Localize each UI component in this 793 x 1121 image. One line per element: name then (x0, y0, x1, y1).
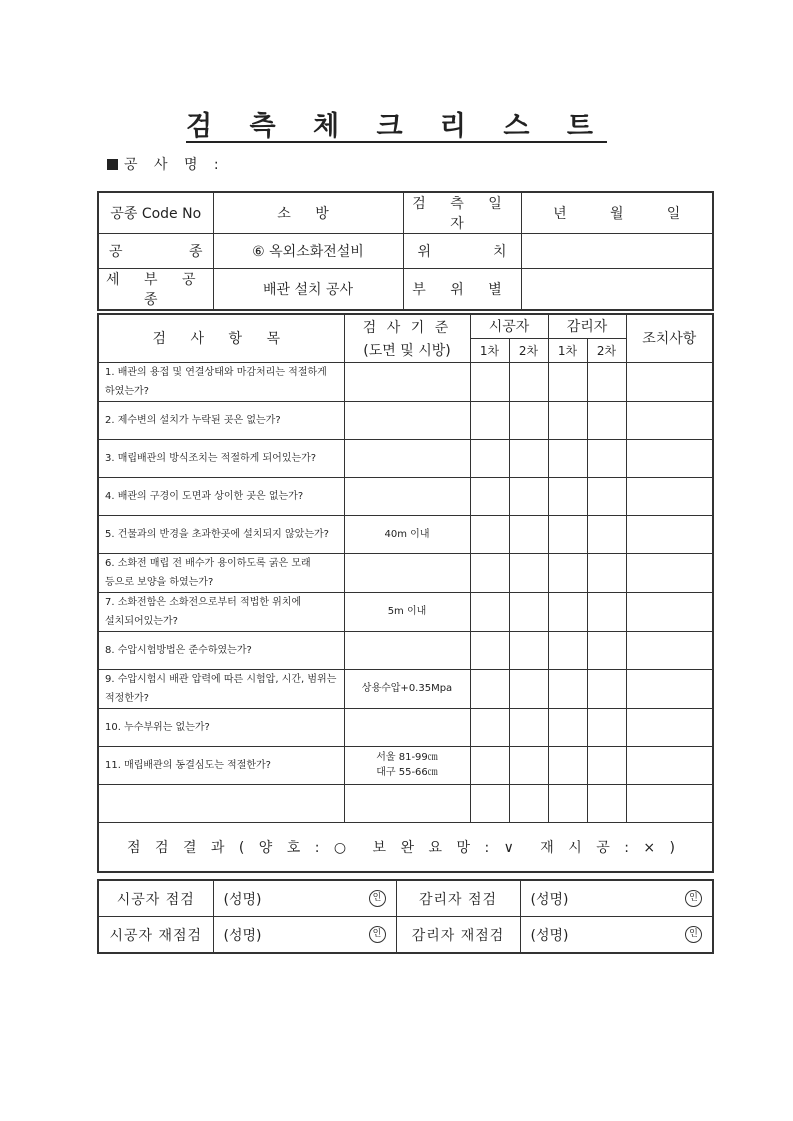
checklist-body (98, 362, 713, 822)
check-standard (344, 362, 470, 401)
contractor-1st-cell[interactable] (470, 592, 509, 631)
contractor-1st-cell[interactable] (470, 515, 509, 553)
action-cell[interactable] (626, 401, 713, 439)
action-cell[interactable] (626, 631, 713, 669)
supervisor-1st-cell[interactable] (548, 401, 587, 439)
signature-row (98, 917, 713, 954)
page-title: 검 측 체 크 리 스 트 (186, 111, 607, 142)
contractor-check-sign-field[interactable] (213, 880, 396, 917)
contractor-1st-cell[interactable] (470, 362, 509, 401)
square-bullet-icon (107, 159, 118, 170)
contractor-1st-cell[interactable] (470, 401, 509, 439)
supervisor-1st-cell[interactable] (548, 553, 587, 592)
checklist-row (98, 439, 713, 477)
info-key: 검 측 일 자 (403, 192, 521, 234)
info-value: 배관 설치 공사 (213, 269, 403, 311)
name-label: (성명) (530, 927, 569, 944)
contractor-1st-cell[interactable] (470, 708, 509, 746)
contractor-1st-cell[interactable] (470, 784, 509, 822)
supervisor-1st-cell[interactable] (548, 592, 587, 631)
std-column-subheader: (도면 및 시방) (344, 338, 470, 362)
info-row (98, 234, 713, 269)
supervisor-2nd-cell[interactable] (587, 669, 626, 708)
result-repair-label: 보 완 요 망 : ∨ (372, 839, 519, 856)
supervisor-2nd-cell[interactable] (587, 631, 626, 669)
check-item-text: 4. 배관의 구경이 도면과 상이한 곳은 없는가? (98, 477, 344, 515)
contractor-recheck-sign-field[interactable] (213, 917, 396, 954)
seal-icon: 인 (685, 890, 702, 907)
supervisor-check-sign-field[interactable] (520, 880, 713, 917)
contractor-1st-cell[interactable] (470, 669, 509, 708)
check-standard (344, 439, 470, 477)
info-key: 공종 Code No (98, 192, 213, 234)
action-cell[interactable] (626, 477, 713, 515)
checklist-row (98, 592, 713, 631)
supervisor-second-header: 2차 (587, 338, 626, 362)
contractor-2nd-cell[interactable] (509, 401, 548, 439)
contractor-2nd-cell[interactable] (509, 553, 548, 592)
info-key: 세 부 공 종 (98, 269, 213, 311)
supervisor-1st-cell[interactable] (548, 631, 587, 669)
check-item-text (98, 784, 344, 822)
seal-icon: 인 (369, 926, 386, 943)
check-standard: 40m 이내 (344, 515, 470, 553)
action-column-header: 조치사항 (626, 314, 713, 362)
contractor-2nd-cell[interactable] (509, 477, 548, 515)
contractor-1st-cell[interactable] (470, 477, 509, 515)
supervisor-1st-cell[interactable] (548, 362, 587, 401)
action-cell[interactable] (626, 439, 713, 477)
contractor-column-header: 시공자 (470, 314, 548, 338)
project-name-label (107, 154, 225, 174)
info-key: 부 위 별 (403, 269, 521, 311)
project-label-text: 공 사 명 : (124, 157, 225, 173)
contractor-2nd-cell[interactable] (509, 362, 548, 401)
checklist-row (98, 553, 713, 592)
checklist-row (98, 631, 713, 669)
date-month-label: 월 (609, 206, 624, 222)
supervisor-column-header: 감리자 (548, 314, 626, 338)
check-item-text: 1. 배관의 용접 및 연결상태와 마감처리는 적절하게 하였는가? (98, 362, 344, 401)
action-cell[interactable] (626, 592, 713, 631)
action-cell[interactable] (626, 708, 713, 746)
contractor-1st-cell[interactable] (470, 631, 509, 669)
info-table (97, 191, 714, 311)
supervisor-1st-cell[interactable] (548, 439, 587, 477)
contractor-2nd-cell[interactable] (509, 746, 548, 784)
check-standard (344, 553, 470, 592)
action-cell[interactable] (626, 746, 713, 784)
supervisor-first-header: 1차 (548, 338, 587, 362)
check-standard: 상용수압+0.35Mpa (344, 669, 470, 708)
result-redo-label: 재 시 공 : × ) (540, 839, 680, 856)
name-label: (성명) (223, 927, 262, 944)
checklist-row (98, 708, 713, 746)
supervisor-2nd-cell[interactable] (587, 553, 626, 592)
info-value: ⑥ 옥외소화전설비 (213, 234, 403, 269)
supervisor-recheck-sign-field[interactable] (520, 917, 713, 954)
seal-icon: 인 (369, 890, 386, 907)
action-cell[interactable] (626, 362, 713, 401)
check-item-text: 5. 건물과의 반경을 초과한곳에 설치되지 않았는가? (98, 515, 344, 553)
supervisor-2nd-cell[interactable] (587, 401, 626, 439)
check-standard (344, 708, 470, 746)
seal-icon: 인 (685, 926, 702, 943)
check-standard (344, 784, 470, 822)
supervisor-2nd-cell[interactable] (587, 439, 626, 477)
signature-row (98, 880, 713, 917)
check-standard: 5m 이내 (344, 592, 470, 631)
contractor-recheck-label: 시공자 재점검 (98, 917, 213, 954)
contractor-1st-cell[interactable] (470, 553, 509, 592)
action-cell[interactable] (626, 515, 713, 553)
contractor-2nd-cell[interactable] (509, 669, 548, 708)
contractor-1st-cell[interactable] (470, 746, 509, 784)
action-cell[interactable] (626, 784, 713, 822)
check-item-text: 2. 제수변의 설치가 누락된 곳은 없는가? (98, 401, 344, 439)
inspection-date-field[interactable] (521, 192, 713, 234)
check-item-text: 3. 매립배관의 방식조치는 적절하게 되어있는가? (98, 439, 344, 477)
info-row (98, 192, 713, 234)
checklist-row (98, 746, 713, 784)
contractor-2nd-cell[interactable] (509, 439, 548, 477)
supervisor-check-label: 감리자 점검 (396, 880, 520, 917)
check-standard: 서울 81-99㎝ 대구 55-66㎝ (344, 746, 470, 784)
checklist-row (98, 477, 713, 515)
contractor-check-label: 시공자 점검 (98, 880, 213, 917)
location-field[interactable] (521, 234, 713, 269)
checklist-table (97, 313, 714, 873)
info-key: 공 종 (98, 234, 213, 269)
supervisor-2nd-cell[interactable] (587, 592, 626, 631)
supervisor-2nd-cell[interactable] (587, 708, 626, 746)
contractor-second-header: 2차 (509, 338, 548, 362)
result-row (98, 822, 713, 872)
supervisor-1st-cell[interactable] (548, 669, 587, 708)
result-legend (98, 822, 713, 872)
supervisor-1st-cell[interactable] (548, 477, 587, 515)
checklist-row (98, 362, 713, 401)
check-standard (344, 631, 470, 669)
supervisor-recheck-label: 감리자 재점검 (396, 917, 520, 954)
name-label: (성명) (223, 891, 262, 908)
supervisor-1st-cell[interactable] (548, 746, 587, 784)
check-standard (344, 401, 470, 439)
contractor-1st-cell[interactable] (470, 439, 509, 477)
supervisor-1st-cell[interactable] (548, 708, 587, 746)
result-good-label: 점 검 결 과 ( 양 호 : ○ (127, 839, 352, 856)
contractor-first-header: 1차 (470, 338, 509, 362)
signature-table (97, 879, 714, 954)
supervisor-2nd-cell[interactable] (587, 477, 626, 515)
supervisor-1st-cell[interactable] (548, 784, 587, 822)
info-value: 소 방 (213, 192, 403, 234)
name-label: (성명) (530, 891, 569, 908)
info-row (98, 269, 713, 311)
header-row (98, 314, 713, 338)
supervisor-2nd-cell[interactable] (587, 515, 626, 553)
checklist-row (98, 515, 713, 553)
checklist-row (98, 669, 713, 708)
std-column-header: 검 사 기 준 (344, 314, 470, 338)
action-cell[interactable] (626, 669, 713, 708)
check-item-text: 9. 수압시험시 배관 압력에 따른 시험압, 시간, 범위는 적정한가? (98, 669, 344, 708)
contractor-2nd-cell[interactable] (509, 515, 548, 553)
supervisor-2nd-cell[interactable] (587, 362, 626, 401)
check-item-text: 7. 소화전함은 소화전으로부터 적법한 위치에 설치되어있는가? (98, 592, 344, 631)
info-key: 위 치 (403, 234, 521, 269)
checklist-row (98, 401, 713, 439)
contractor-2nd-cell[interactable] (509, 631, 548, 669)
supervisor-2nd-cell[interactable] (587, 746, 626, 784)
supervisor-1st-cell[interactable] (548, 515, 587, 553)
supervisor-2nd-cell[interactable] (587, 784, 626, 822)
check-item-text: 11. 매립배관의 동결심도는 적절한가? (98, 746, 344, 784)
action-cell[interactable] (626, 553, 713, 592)
check-standard (344, 477, 470, 515)
contractor-2nd-cell[interactable] (509, 784, 548, 822)
date-year-label: 년 (553, 206, 567, 222)
item-column-header: 검 사 항 목 (98, 314, 344, 362)
date-day-label: 일 (666, 206, 681, 222)
checklist-row (98, 784, 713, 822)
check-item-text: 6. 소화전 매립 전 배수가 용이하도록 굵은 모래 등으로 보양을 하였는가? (98, 553, 344, 592)
check-item-text: 10. 누수부위는 없는가? (98, 708, 344, 746)
check-item-text: 8. 수압시험방법은 준수하였는가? (98, 631, 344, 669)
contractor-2nd-cell[interactable] (509, 592, 548, 631)
part-field[interactable] (521, 269, 713, 311)
contractor-2nd-cell[interactable] (509, 708, 548, 746)
